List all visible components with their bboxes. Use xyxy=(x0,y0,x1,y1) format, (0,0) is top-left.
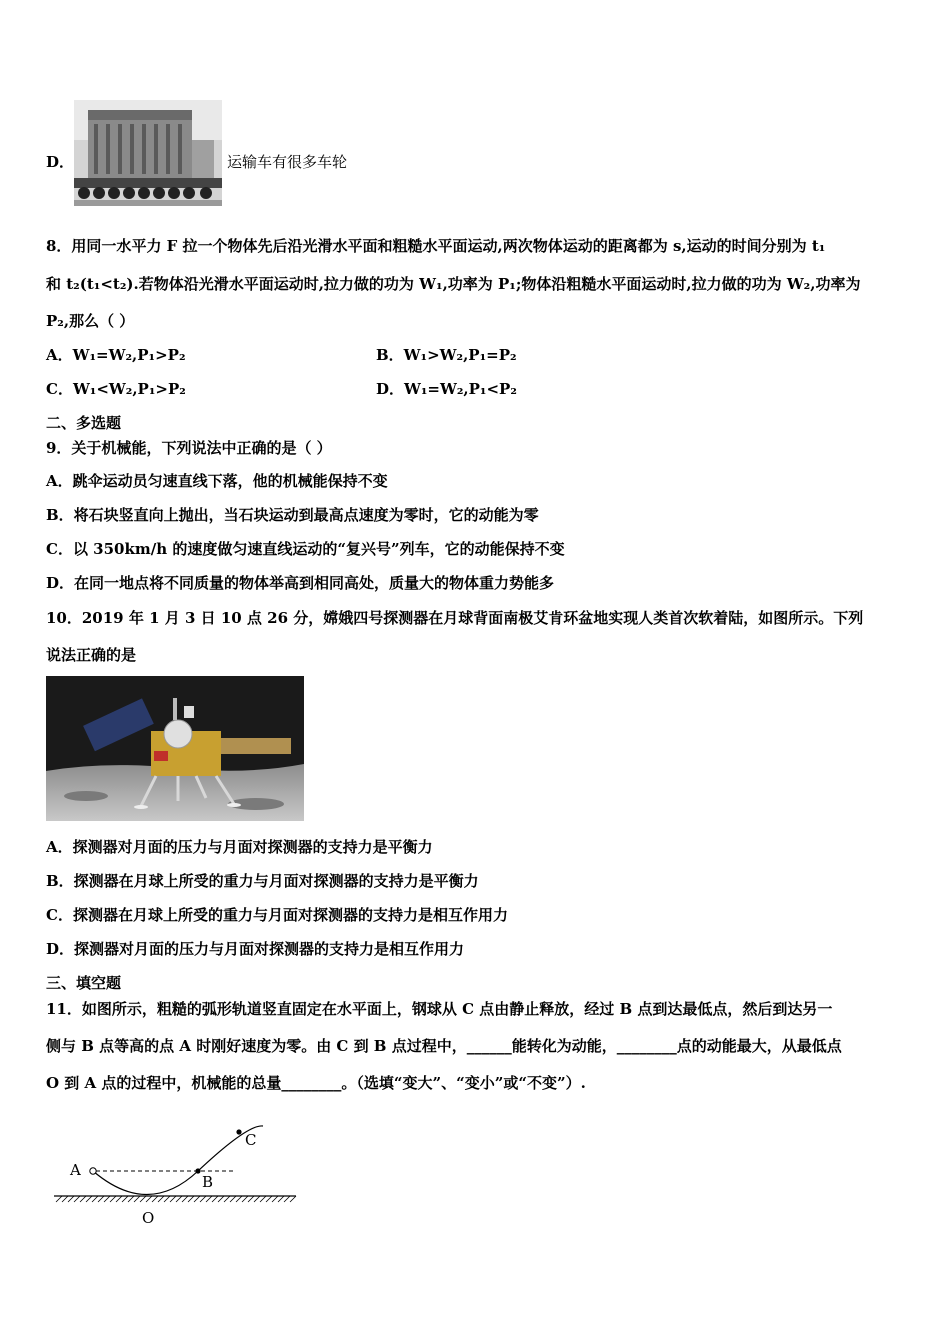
q8-option-b: B．W₁>W₂,P₁=P₂ xyxy=(376,346,517,364)
diagram-label-a: A xyxy=(70,1161,81,1179)
q9-option-b: B．将石块竖直向上抛出，当石块运动到最高点速度为零时，它的动能为零 xyxy=(46,506,539,524)
section-heading-multiple-choice: 二、多选题 xyxy=(46,414,122,432)
diagram-label-b: B xyxy=(202,1173,214,1191)
curved-track-diagram xyxy=(48,1118,308,1230)
q8-option-d: D．W₁=W₂,P₁<P₂ xyxy=(376,380,517,398)
q8-option-c: C．W₁<W₂,P₁>P₂ xyxy=(46,380,186,398)
q11-stem-line2: 侧与 B 点等高的点 A 时刚好速度为零。由 C 到 B 点过程中，______能转化为动能，________点的动能最大，从最低点 xyxy=(46,1037,842,1055)
q7-option-d-label: D． xyxy=(46,153,75,171)
q11-stem-line1: 11．如图所示，粗糙的弧形轨道竖直固定在水平面上，钢球从 C 点由静止释放，经过 B 点到达最低点，然后到达另一 xyxy=(46,1000,833,1018)
q9-option-a: A．跳伞运动员匀速直线下落，他的机械能保持不变 xyxy=(46,472,388,490)
q8-stem-line2: 和 t₂(t₁<t₂).若物体沿光滑水平面运动时,拉力做的功为 W₁,功率为 P₁;物体沿粗糙水平面运动时,拉力做的功为 W₂,功率为 xyxy=(46,275,861,293)
q10-option-a: A．探测器对月面的压力与月面对探测器的支持力是平衡力 xyxy=(46,838,433,856)
q9-option-d: D．在同一地点将不同质量的物体举高到相同高处，质量大的物体重力势能多 xyxy=(46,574,555,592)
q8-stem-line3: P₂,那么（ ） xyxy=(46,312,135,330)
q9-stem: 9．关于机械能，下列说法中正确的是（ ） xyxy=(46,439,332,457)
q11-stem-line3: O 到 A 点的过程中，机械能的总量________。（选填“变大”、“变小”或“不变”）. xyxy=(46,1074,586,1092)
q8-stem-line1: 8．用同一水平力 F 拉一个物体先后沿光滑水平面和粗糙水平面运动,两次物体运动的距离都为 s,运动的时间分别为 t₁ xyxy=(46,237,826,255)
q10-option-c: C．探测器在月球上所受的重力与月面对探测器的支持力是相互作用力 xyxy=(46,906,508,924)
q7-option-d-text: 运输车有很多车轮 xyxy=(227,153,348,171)
diagram-label-c: C xyxy=(245,1131,257,1149)
lunar-lander-photo xyxy=(46,676,304,821)
q10-stem-line1: 10．2019 年 1 月 3 日 10 点 26 分，嫦娥四号探测器在月球背面南极艾肯环盆地实现人类首次软着陆，如图所示。下列 xyxy=(46,609,864,627)
diagram-label-o: O xyxy=(142,1209,155,1227)
q10-stem-line2: 说法正确的是 xyxy=(46,646,137,664)
truck-photo xyxy=(74,100,222,206)
q8-option-a: A．W₁=W₂,P₁>P₂ xyxy=(46,346,186,364)
q10-option-d: D．探测器对月面的压力与月面对探测器的支持力是相互作用力 xyxy=(46,940,465,958)
q9-option-c: C．以 350km/h 的速度做匀速直线运动的“复兴号”列车，它的动能保持不变 xyxy=(46,540,565,558)
q10-option-b: B．探测器在月球上所受的重力与月面对探测器的支持力是平衡力 xyxy=(46,872,479,890)
section-heading-fill-in: 三、填空题 xyxy=(46,974,122,992)
